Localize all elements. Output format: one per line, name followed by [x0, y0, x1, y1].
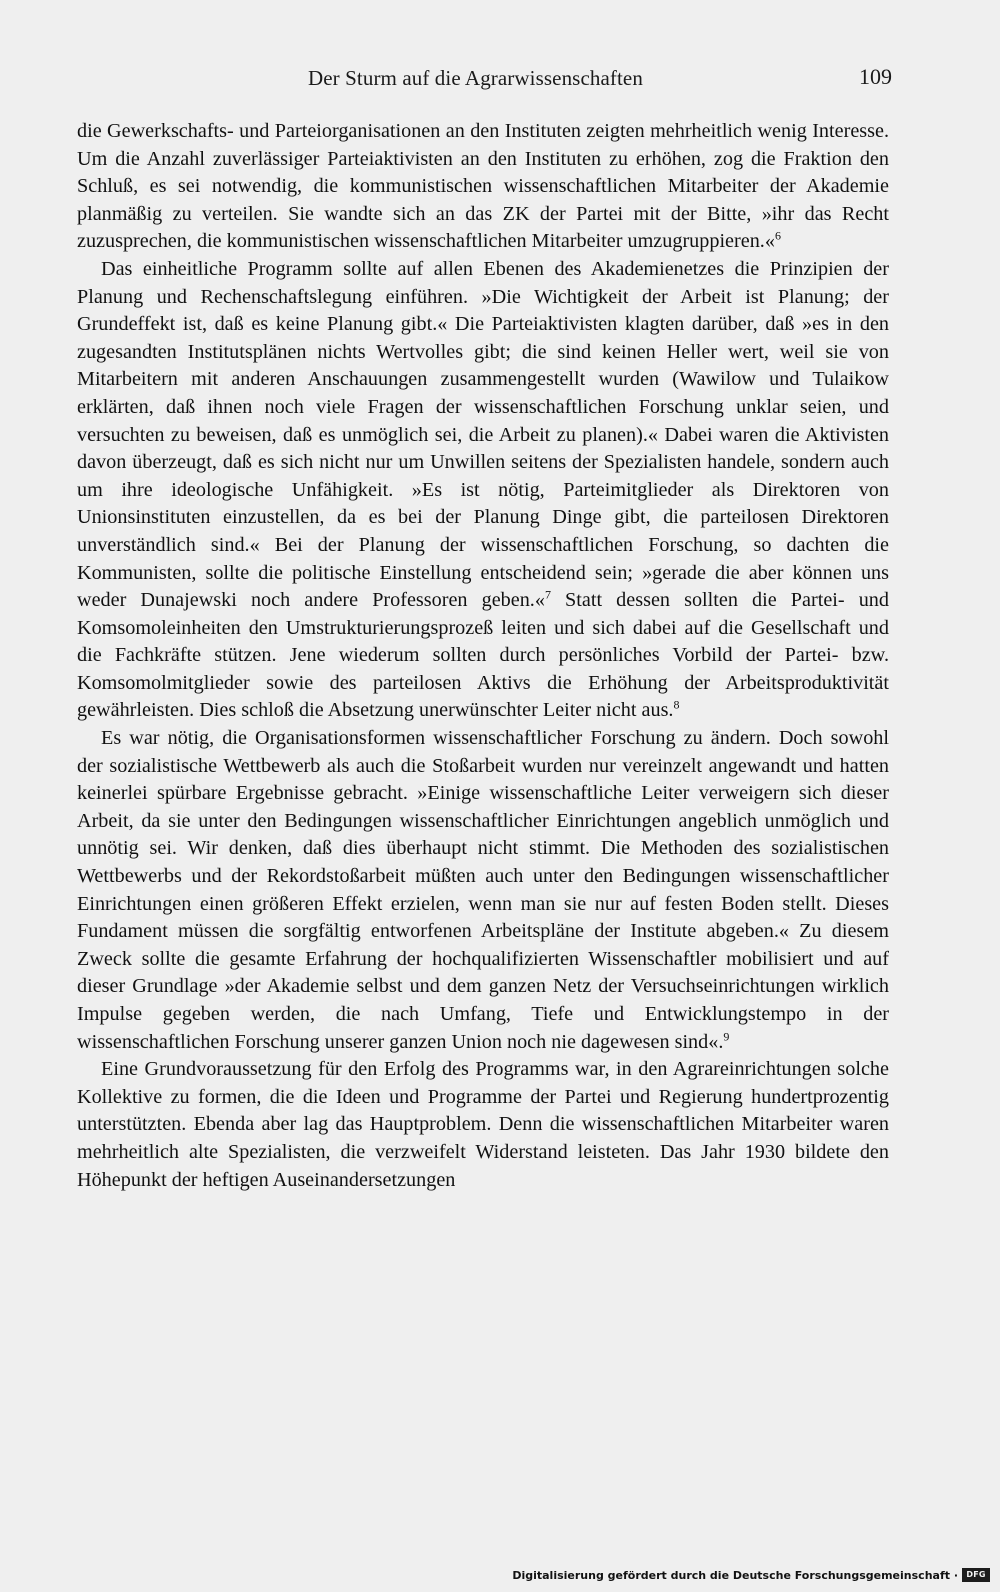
paragraph-1-text: die Gewerkschafts- und Parteiorganisationen an den Instituten zeigten mehrheitlich wenig Interesse. Um die Anzahl zuverlässiger Parteiaktivisten an den Instituten zu erhöhen, zog die Fraktion den Schluß, es sei notwendig, die kommunistischen wissenschaftlichen Mitarbeiter der Akademie planmäßig zu verteilen. Sie wandte sich an das ZK der Partei mit der Bitte, »ihr das Recht zuzusprechen, die kommunistischen wissenschaftlichen Mitarbeiter umzugruppieren.«: [77, 120, 889, 253]
paragraph-2: [77, 256, 889, 725]
footnote-marker-7: 7: [544, 587, 551, 602]
digitization-credit: [512, 1566, 990, 1584]
running-head: [308, 64, 892, 96]
footnote-marker-9: 9: [723, 1028, 730, 1043]
paragraph-4: [77, 1056, 889, 1194]
dfg-logo: DFG: [962, 1568, 990, 1582]
footnote-marker-8: 8: [673, 697, 680, 712]
running-title: Der Sturm auf die Agrarwissenschaften: [308, 66, 643, 90]
paragraph-3: [77, 725, 889, 1056]
page-number: 109: [859, 64, 892, 89]
paragraph-2-text-part-2: Statt dessen sollten die Partei- und Komsomoleinheiten den Umstrukturierungsprozeß leiten und sich dabei auf die Gesellschaft und die Fachkräfte stützen. Jene wiederum sollten durch persönliches Vorbild der Partei- bzw. Komsomolmitglieder sowie des parteilosen Aktivs die Erhöhung der Arbeitsproduktivität gewährleisten. Dies schloß die Absetzung unerwünschter Leiter nicht aus.: [77, 589, 889, 722]
paragraph-4-text: Eine Grundvoraussetzung für den Erfolg des Programms war, in den Agrareinrichtungen solche Kollektive zu formen, die die Ideen und Programme der Partei und Regierung hundertprozentig unterstützten. Ebenda aber lag das Hauptproblem. Denn die wissenschaftlichen Mitarbeiter waren mehrheitlich alte Spezialisten, die verzweifelt Widerstand leisteten. Das Jahr 1930 bildete den Höhepunkt der heftigen Auseinandersetzungen: [77, 1058, 889, 1191]
paragraph-2-text-part-1: Das einheitliche Programm sollte auf allen Ebenen des Akademienetzes die Prinzipien der Planung und Rechenschaftslegung einführen. »Die Wichtigkeit der Arbeit ist Planung; der Grundeffekt ist, daß es keine Planung gibt.« Die Parteiaktivisten klagten darüber, daß »es in den zugesandten Institutsplänen nichts Wertvolles gibt; die sind keinen Heller wert, weil sie von Mitarbeitern mit anderen Anschauungen zusammengestellt wurden (Wawilow und Tulaikow erklärten, daß ihnen noch viele Fragen der wissenschaftlichen Forschung unklar seien, und versuchten zu beweisen, daß es unmöglich sei, die Arbeit zu planen).« Dabei waren die Aktivisten davon überzeugt, daß es sich nicht nur um Unwillen seitens der Spezialisten handele, sondern auch um ihre ideologische Unfähigkeit. »Es ist nötig, Parteimitglieder als Direktoren von Unionsinstituten einzustellen, da es bei der Planung Dinge gibt, die parteilosen Direktoren unverständlich sind.« Bei der Planung der wissenschaftlichen Forschung, so dachten die Kommunisten, sollte die politische Einstellung entscheidend sein; »gerade die aber können uns weder Dunajewski noch andere Professoren geben.«: [77, 257, 889, 612]
footnote-marker-6: 6: [774, 228, 781, 243]
digitization-credit-text: Digitalisierung gefördert durch die Deutsche Forschungsgemeinschaft ·: [512, 1568, 958, 1582]
body-text: [77, 118, 889, 1194]
paragraph-3-text: Es war nötig, die Organisationsformen wissenschaftlicher Forschung zu ändern. Doch sowohl der sozialistische Wettbewerb als auch die Stoßarbeit wurden nur vereinzelt angewandt und hatten keinerlei spürbare Ergebnisse gebracht. »Einige wissenschaftliche Leiter verweigern sich dieser Arbeit, da sie unter den Bedingungen wissenschaftlicher Einrichtungen angeblich unmöglich und unnötig sei. Wir denken, daß dies überhaupt nicht stimmt. Die Methoden des sozialistischen Wettbewerbs und der Rekordstoßarbeit müßten auch unter den Bedingungen wissenschaftlicher Einrichtungen einen größeren Effekt erzielen, wenn man sie nur auf festen Boden stellt. Dieses Fundament müssen die sorgfältig entworfenen Arbeitspläne der Institute abgeben.« Zu diesem Zweck sollte die gesamte Erfahrung der hochqualifizierten Wissenschaftler mobilisiert und auf dieser Grundlage »der Akademie selbst und dem ganzen Netz der Versuchseinrichtungen wirklich Impulse gegeben werden, die nach Umfang, Tiefe und Entwicklungstempo in der wissenschaftlichen Forschung unserer ganzen Union noch nie dagewesen sind«.: [77, 727, 889, 1053]
paragraph-1: [77, 118, 889, 256]
